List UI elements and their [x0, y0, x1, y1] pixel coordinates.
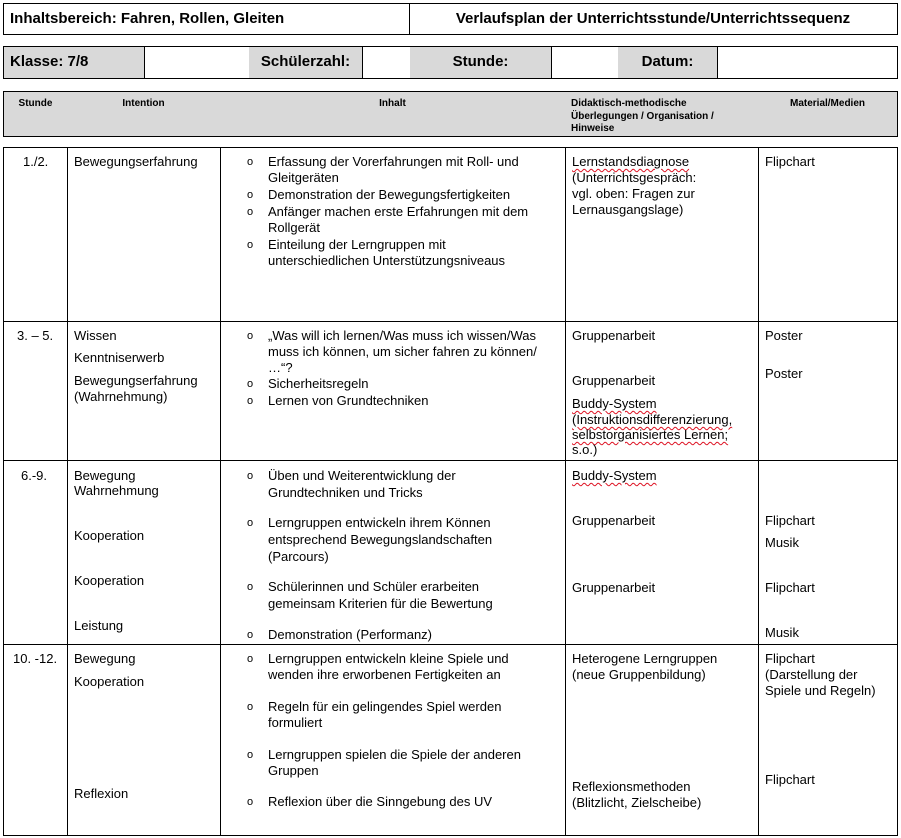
didactic-note: (Unterrichtsgespräch:: [572, 170, 697, 185]
bullet-icon: o: [247, 581, 254, 593]
content-item: Regeln für ein gelingendes Spiel werden: [268, 699, 502, 714]
content-item: (Parcours): [268, 549, 329, 564]
didactic-note: Gruppenarbeit: [572, 580, 656, 595]
content-item: Üben und Weiterentwicklung der: [268, 468, 456, 483]
content-item: Lerngruppen entwickeln ihrem Können: [268, 515, 491, 530]
material-item: Spiele und Regeln): [765, 683, 876, 698]
bullet-icon: o: [247, 330, 254, 342]
didactic-note: (Blitzlicht, Zielscheibe): [572, 795, 702, 810]
material-item: Flipchart: [765, 772, 815, 787]
didactic-note: Buddy-System: [572, 396, 657, 411]
material-item: Poster: [765, 328, 803, 343]
material-item: Flipchart: [765, 580, 815, 595]
content-item: Rollgerät: [268, 220, 321, 235]
bullet-icon: o: [247, 653, 254, 665]
row-stunde: 10. -12.: [13, 651, 58, 666]
content-item: Grundtechniken und Tricks: [268, 485, 423, 500]
bullet-icon: o: [247, 629, 254, 641]
material-item: Poster: [765, 366, 803, 381]
content-item: wenden ihre erworbenen Fertigkeiten an: [268, 667, 501, 682]
row-intention: Bewegung: [74, 651, 136, 666]
row-stunde: 6.-9.: [21, 468, 48, 483]
didactic-note: vgl. oben: Fragen zur: [572, 186, 695, 201]
didactic-note: s.o.): [572, 442, 598, 457]
row-stunde: 3. – 5.: [17, 328, 54, 343]
row-intention: Kooperation: [74, 573, 145, 588]
column-header-inhalt: Inhalt: [220, 91, 566, 137]
content-item: Gleitgeräten: [268, 170, 339, 185]
lesson-label: Stunde:: [452, 53, 509, 70]
didactic-note: Gruppenarbeit: [572, 373, 656, 388]
row-intention: Reflexion: [74, 786, 129, 801]
content-item: gemeinsam Kriterien für die Bewertung: [268, 596, 493, 611]
content-item: Lernen von Grundtechniken: [268, 393, 429, 408]
row-intention: Kooperation: [74, 528, 145, 543]
didactic-note: (Instruktionsdifferenzierung,: [572, 412, 733, 427]
material-item: Flipchart: [765, 513, 815, 528]
content-item: formuliert: [268, 715, 323, 730]
column-header-intention: Intention: [67, 91, 221, 137]
row-intention: Bewegungserfahrung: [74, 373, 198, 388]
didactic-note: Gruppenarbeit: [572, 328, 656, 343]
bullet-icon: o: [247, 517, 254, 529]
row-intention: Kenntniserwerb: [74, 350, 165, 365]
content-item: Anfänger machen erste Erfahrungen mit dem: [268, 204, 529, 219]
row-intention: Bewegung: [74, 468, 136, 483]
content-item: Demonstration (Performanz): [268, 627, 432, 642]
didactic-note: Gruppenarbeit: [572, 513, 656, 528]
didactic-note: (neue Gruppenbildung): [572, 667, 706, 682]
didactic-note: Heterogene Lerngruppen: [572, 651, 718, 666]
didactic-note: Buddy-System: [572, 468, 657, 483]
row-intention: (Wahrnehmung): [74, 389, 168, 404]
content-item: Schülerinnen und Schüler erarbeiten: [268, 579, 480, 594]
material-item: Flipchart: [765, 651, 815, 666]
row-intention: Kooperation: [74, 674, 145, 689]
bullet-icon: o: [247, 206, 254, 218]
bullet-icon: o: [247, 749, 254, 761]
date-label: Datum:: [641, 53, 694, 70]
row-intention: Wissen: [74, 328, 117, 343]
class-label: Klasse: 7/8: [10, 53, 89, 70]
content-item: Erfassung der Vorerfahrungen mit Roll- und: [268, 154, 519, 169]
material-item: Musik: [765, 625, 799, 640]
column-header-stunde: Stunde: [3, 91, 68, 137]
content-item: …“?: [268, 360, 293, 375]
content-item: „Was will ich lernen/Was muss ich wissen/Was: [268, 328, 536, 343]
row-stunde: 1./2.: [23, 154, 49, 169]
bullet-icon: o: [247, 156, 254, 168]
bullet-icon: o: [247, 796, 254, 808]
content-item: Lerngruppen spielen die Spiele der anderen: [268, 747, 521, 762]
didactic-note: Lernstandsdiagnose: [572, 154, 690, 169]
students-label: Schülerzahl:: [260, 53, 351, 70]
content-item: Sicherheitsregeln: [268, 376, 369, 391]
bullet-icon: o: [247, 701, 254, 713]
column-header-material: Material/Medien: [758, 91, 898, 137]
content-area-title: Inhaltsbereich: Fahren, Rollen, Gleiten: [10, 10, 285, 27]
row-intention: Wahrnehmung: [74, 483, 159, 498]
row-intention: Bewegungserfahrung: [74, 154, 198, 169]
bullet-icon: o: [247, 189, 254, 201]
content-item: unterschiedlichen Unterstützungsniveaus: [268, 253, 506, 268]
content-item: Reflexion über die Sinngebung des UV: [268, 794, 493, 809]
bullet-icon: o: [247, 470, 254, 482]
content-item: muss ich können, um sicher fahren zu können/: [268, 344, 537, 359]
row-intention: Leistung: [74, 618, 124, 633]
bullet-icon: o: [247, 378, 254, 390]
plan-title: Verlaufsplan der Unterrichtsstunde/Unterrichtssequenz: [455, 10, 851, 27]
content-item: entsprechend Bewegungslandschaften: [268, 532, 493, 547]
material-item: Flipchart: [765, 154, 815, 169]
content-item: Gruppen: [268, 763, 319, 778]
column-header-didaktik: Didaktisch-methodische Überlegungen / Organisation / Hinweise: [565, 91, 759, 137]
material-item: (Darstellung der: [765, 667, 858, 682]
content-item: Demonstration der Bewegungsfertigkeiten: [268, 187, 511, 202]
didactic-note: Reflexionsmethoden: [572, 779, 691, 794]
bullet-icon: o: [247, 239, 254, 251]
didactic-note: Lernausgangslage): [572, 202, 684, 217]
bullet-icon: o: [247, 395, 254, 407]
content-item: Lerngruppen entwickeln kleine Spiele und: [268, 651, 509, 666]
content-item: Einteilung der Lerngruppen mit: [268, 237, 446, 252]
material-item: Musik: [765, 535, 799, 550]
didactic-note: selbstorganisiertes Lernen;: [572, 427, 729, 442]
